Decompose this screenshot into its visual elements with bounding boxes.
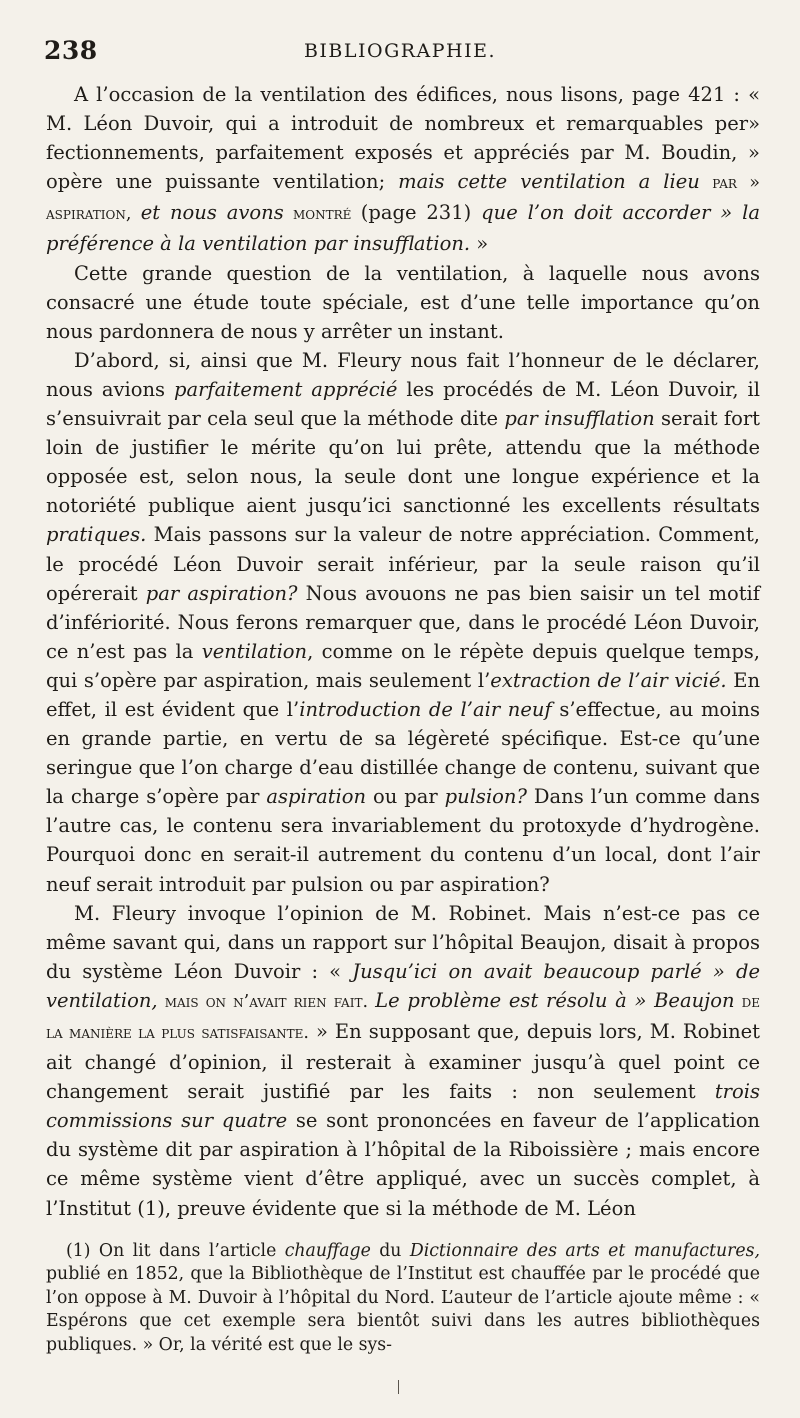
small-caps-run: de la manière la plus satisfaisante. [46, 991, 760, 1043]
italic-run: introduction de l’air neuf [299, 697, 552, 721]
italic-run: pratiques. [46, 523, 147, 547]
text-run: serait fort loin de justifier le mérite qu’on lui prête, attendu que la méthode opposée est, selon nous, la seule dont une longue expérience et la notoriété publique aient jusqu’ici sanctionné les excellents résultats [46, 407, 760, 518]
text-run: publié en 1852, que la Bibliothèque de l’Institut est chauffée par le procédé que l’on oppose à M. Duvoir à l’hôpital du Nord. L’auteur de l’article ajoute même : « Espérons que cet exemple sera bientôt suivi dans les autres bibliothèques publiques. » Or, la vérité est que le sys- [46, 1264, 760, 1355]
italic-run: Dictionnaire des arts et manufactures, [409, 1241, 760, 1261]
italic-run: et nous avons [140, 201, 284, 225]
text-run: (1) On lit dans l’article [66, 1241, 285, 1261]
text-run: ou par [366, 785, 445, 809]
paragraph-ventilation-quote [46, 80, 760, 259]
italic-run: ventilation [201, 639, 308, 663]
italic-run: par aspiration? [145, 581, 298, 605]
page-header [44, 30, 756, 70]
running-head: BIBLIOGRAPHIE. [303, 40, 497, 62]
italic-run: pulsion? [444, 785, 527, 809]
text-run: s’effectue, au moins en grande partie, en vertu de sa légèreté spécifique. Est-ce qu’une seringue que l’on charge d’eau distillée change de contenu, suivant que la charge s’opère par [46, 697, 761, 809]
text-run: (page 231) [360, 201, 482, 225]
text-run: » En supposant que, depuis lors, M. Robinet ait changé d’opinion, il resterait à examiner jusqu’à quel point ce changement serait justifié par les faits : non seulement [46, 1020, 761, 1104]
italic-run: mais cette ventilation a lieu [398, 170, 700, 194]
italic-run: par insufflation [504, 407, 655, 431]
text-run: se sont prononcées en faveur de l’application du système dit par aspiration à l’hôpital de la Riboissière ; mais encore ce même système vient d’être appliqué, avec un succès complet, à l’Institut (1), preuve évidente que si la méthode de M. Léon [46, 1109, 760, 1220]
italic-run: Jusqu’ici on avait beaucoup parlé » de ventilation, [46, 959, 761, 1012]
text-run: M. Fleury invoque l’opinion de M. Robinet. Mais n’est-ce pas ce même savant qui, dans un rapport sur l’hôpital Beaujon, disait à propos du système Léon Duvoir : « [46, 901, 760, 983]
paragraph-robinet-opinion [46, 899, 760, 1223]
text-run: D’abord, si, ainsi que M. Fleury nous fait l’honneur de le déclarer, nous avions [46, 348, 760, 401]
footnote-section [46, 1240, 760, 1357]
italic-run: parfaitement apprécié [173, 377, 398, 401]
page-bottom-mark [398, 1380, 399, 1394]
paragraph-fleury-argument [46, 346, 760, 899]
text-run: » [470, 232, 489, 256]
footnote-1 [46, 1240, 760, 1357]
small-caps-run: montré [283, 204, 361, 225]
text-run: , comme on le répète depuis quelque temps, qui s’opère par aspiration, mais seulement l’ [46, 639, 761, 692]
text-run: Mais passons sur la valeur de notre appréciation. Comment, le procédé Léon Duvoir serait inférieur, par la seule raison qu’il opérerait [46, 523, 760, 605]
body-text [46, 80, 760, 1223]
text-run: du [370, 1241, 410, 1261]
small-caps-run: mais on n’avait rien fait. [157, 991, 376, 1012]
text-run: Nous avouons ne pas bien saisir un tel motif d’infériorité. Nous ferons remarquer que, dans le procédé Léon Duvoir, ce n’est pas la [46, 581, 760, 663]
text-run: En effet, il est évident que l’ [46, 668, 760, 721]
text-run: les procédés de M. Léon Duvoir, il s’ensuivrait par cela seul que la méthode dite [46, 377, 760, 431]
small-caps-run: par » aspiration, [46, 173, 761, 225]
italic-run: chauffage [284, 1241, 371, 1261]
paragraph-question-importance: Cette grande question de la ventilation, à laquelle nous avons consacré une étude toute spéciale, est d’une telle importance qu’on nous pardonnera de nous y arrêter un instant. [46, 261, 760, 343]
italic-run: Le problème est résolu à » Beaujon [375, 988, 735, 1012]
page-number: 238 [44, 36, 98, 65]
italic-run: extraction de l’air vicié. [490, 668, 727, 692]
text-run: Dans l’un comme dans l’autre cas, le contenu sera invariablement du protoxyde d’hydrogène. Pourquoi donc en serait-il autrement du contenu d’un local, dont l’air neuf serait introduit par pulsion ou par aspiration? [46, 785, 760, 896]
italic-run: aspiration [266, 785, 367, 809]
italic-run: trois commissions sur quatre [46, 1080, 760, 1133]
italic-run: que l’on doit accorder » la préférence à la ventilation par insufflation. [46, 201, 761, 256]
text-run: A l’occasion de la ventilation des édifices, nous lisons, page 421 : « M. Léon Duvoir, qui a introduit de nombreux et remarquables per» fectionnements, parfaitement exposés et appréciés par M. Boudin, » opère une puissante ventilation; [46, 83, 760, 194]
